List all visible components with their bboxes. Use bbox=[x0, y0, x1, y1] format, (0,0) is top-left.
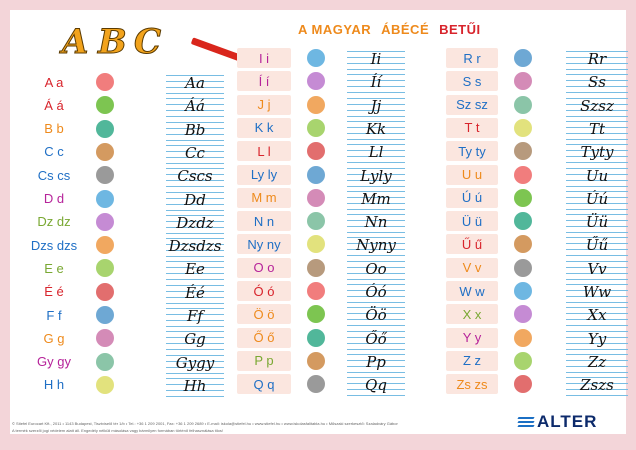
handwriting-lines bbox=[566, 351, 628, 373]
illustration-icon bbox=[514, 259, 532, 277]
brand-name: ALTER bbox=[537, 412, 598, 431]
printed-letter: K k bbox=[237, 118, 291, 138]
handwriting-lines bbox=[566, 211, 628, 233]
letter-row bbox=[237, 281, 405, 303]
footer-line-1: © Stiefel Eurocart Kft., 2011 • 1143 Budapest, Tisztviselő tér 1/b • Tel.: +36 1 209 2001, Fax: +36 1 209 2689 • E-mail: iskola@stiefel.hu • www.stiefel.hu • www.iskolasfalitabla.hu • Műszaki szerkesztő: Szaladváry Gábor bbox=[12, 421, 398, 426]
handwriting-lines bbox=[566, 165, 628, 187]
cursive-letter: Dzdz bbox=[176, 213, 214, 232]
letter-row bbox=[237, 48, 405, 70]
printed-letter: A a bbox=[44, 74, 64, 90]
printed-letter: Ny ny bbox=[237, 234, 291, 254]
handwriting-lines bbox=[566, 118, 628, 140]
illustration-icon bbox=[307, 235, 325, 253]
cursive-letter: Nyny bbox=[356, 236, 396, 255]
printed-letter: Dzs dzs bbox=[30, 237, 78, 253]
handwriting-lines bbox=[566, 141, 628, 163]
illustration-icon bbox=[96, 306, 114, 324]
printed-letter: J j bbox=[237, 95, 291, 115]
letter-row bbox=[28, 212, 224, 234]
illustration-icon bbox=[307, 212, 325, 230]
illustration-icon bbox=[514, 212, 532, 230]
cursive-letter: Szsz bbox=[580, 96, 614, 115]
handwriting-lines bbox=[566, 95, 628, 117]
printed-letter: Cs cs bbox=[37, 167, 71, 183]
title-part-3: BETŰI bbox=[439, 22, 481, 37]
cursive-letter: Oo bbox=[365, 259, 387, 278]
cursive-letter: Hh bbox=[183, 376, 207, 395]
cursive-letter: Mm bbox=[361, 189, 391, 208]
handwriting-lines bbox=[347, 234, 405, 256]
illustration-icon bbox=[514, 96, 532, 114]
handwriting-lines bbox=[347, 118, 405, 140]
letter-row bbox=[446, 165, 628, 187]
cursive-letter: Qq bbox=[365, 376, 387, 395]
handwriting-lines bbox=[166, 119, 224, 141]
handwriting-lines bbox=[566, 258, 628, 280]
handwriting-lines bbox=[347, 304, 405, 326]
illustration-icon bbox=[307, 72, 325, 90]
letter-row bbox=[28, 72, 224, 94]
illustration-icon bbox=[514, 166, 532, 184]
handwriting-lines bbox=[166, 142, 224, 164]
page-title bbox=[298, 22, 481, 42]
illustration-icon bbox=[307, 119, 325, 137]
logo-letter-b: B bbox=[98, 22, 127, 62]
letter-row bbox=[446, 304, 628, 326]
logo-letter-a: A bbox=[62, 22, 89, 62]
letter-row bbox=[237, 304, 405, 326]
illustration-icon bbox=[307, 96, 325, 114]
cursive-letter: Jj bbox=[370, 96, 382, 115]
cursive-letter: Tt bbox=[588, 119, 606, 138]
letter-row bbox=[446, 281, 628, 303]
illustration-icon bbox=[514, 142, 532, 160]
letter-row bbox=[28, 165, 224, 187]
handwriting-lines bbox=[166, 95, 224, 117]
handwriting-lines bbox=[347, 48, 405, 70]
handwriting-lines bbox=[347, 258, 405, 280]
cursive-letter: Íí bbox=[370, 73, 382, 92]
letter-row bbox=[28, 235, 224, 257]
illustration-icon bbox=[96, 190, 114, 208]
printed-letter: G g bbox=[43, 330, 65, 346]
handwriting-lines bbox=[166, 305, 224, 327]
printed-letter: Gy gy bbox=[37, 354, 71, 370]
illustration-icon bbox=[307, 142, 325, 160]
printed-letter: N n bbox=[237, 211, 291, 231]
handwriting-lines bbox=[347, 165, 405, 187]
printed-letter: O o bbox=[237, 258, 291, 278]
letter-row bbox=[446, 71, 628, 93]
handwriting-lines bbox=[166, 189, 224, 211]
cursive-letter: Zz bbox=[587, 352, 607, 371]
printed-letter: Ly ly bbox=[237, 165, 291, 185]
illustration-icon bbox=[514, 329, 532, 347]
cursive-letter: Ll bbox=[368, 143, 384, 162]
letter-row bbox=[446, 118, 628, 140]
printed-letter: P p bbox=[237, 351, 291, 371]
letter-row bbox=[446, 188, 628, 210]
letter-row bbox=[28, 189, 224, 211]
cursive-letter: Dd bbox=[184, 190, 206, 209]
printed-letter: Í í bbox=[237, 71, 291, 91]
letter-row bbox=[237, 211, 405, 233]
letter-row bbox=[28, 328, 224, 350]
printed-letter: Q q bbox=[237, 374, 291, 394]
illustration-icon bbox=[96, 259, 114, 277]
cursive-letter: Rr bbox=[587, 50, 607, 68]
letter-row bbox=[237, 351, 405, 373]
printed-letter: Z z bbox=[446, 351, 498, 371]
letter-row bbox=[446, 258, 628, 280]
illustration-icon bbox=[96, 96, 114, 114]
letter-row bbox=[446, 211, 628, 233]
letter-row bbox=[446, 234, 628, 256]
letter-row bbox=[28, 95, 224, 117]
letter-row bbox=[28, 258, 224, 280]
printed-letter: R r bbox=[446, 48, 498, 68]
printed-letter: Ú ú bbox=[446, 188, 498, 208]
illustration-icon bbox=[514, 119, 532, 137]
printed-letter: D d bbox=[43, 191, 65, 206]
letter-row bbox=[28, 305, 224, 327]
cursive-letter: Ww bbox=[582, 283, 612, 301]
handwriting-lines bbox=[566, 281, 628, 303]
cursive-letter: Cscs bbox=[177, 167, 213, 186]
cursive-letter: Cc bbox=[185, 143, 205, 162]
handwriting-lines bbox=[347, 351, 405, 373]
handwriting-lines bbox=[347, 281, 405, 303]
cursive-letter: Gg bbox=[184, 330, 206, 349]
handwriting-lines bbox=[166, 165, 224, 187]
logo-letter-c: C bbox=[134, 22, 162, 62]
printed-letter: B b bbox=[44, 121, 64, 137]
printed-letter: T t bbox=[446, 118, 498, 138]
handwriting-lines bbox=[566, 48, 628, 70]
printed-letter: É é bbox=[44, 284, 64, 300]
handwriting-lines bbox=[347, 71, 405, 93]
illustration-icon bbox=[96, 353, 114, 371]
printed-letter: I i bbox=[237, 48, 291, 68]
printed-letter: L l bbox=[237, 141, 291, 161]
handwriting-lines bbox=[166, 282, 224, 304]
illustration-icon bbox=[307, 189, 325, 207]
title-part-2: ÁBÉCÉ bbox=[381, 22, 430, 37]
printed-letter: Ty ty bbox=[446, 141, 498, 161]
cursive-letter: Dzsdzs bbox=[168, 237, 222, 256]
cursive-letter: Nn bbox=[364, 213, 388, 232]
cursive-letter: Xx bbox=[587, 306, 607, 325]
letter-row bbox=[446, 328, 628, 350]
brand-logo bbox=[518, 412, 597, 432]
letter-row bbox=[28, 142, 224, 164]
abc-logo bbox=[62, 22, 192, 62]
illustration-icon bbox=[307, 282, 325, 300]
illustration-icon bbox=[514, 189, 532, 207]
cursive-letter: Gygy bbox=[175, 353, 215, 372]
cursive-letter: Öö bbox=[365, 306, 387, 325]
handwriting-lines bbox=[347, 95, 405, 117]
illustration-icon bbox=[96, 213, 114, 231]
handwriting-lines bbox=[347, 374, 405, 396]
printed-letter: Dz dz bbox=[37, 214, 71, 230]
letter-row bbox=[446, 374, 628, 396]
letter-row bbox=[237, 118, 405, 140]
illustration-icon bbox=[96, 329, 114, 347]
handwriting-lines bbox=[347, 328, 405, 350]
printed-letter: Y y bbox=[446, 328, 498, 348]
printed-letter: Ő ő bbox=[237, 328, 291, 348]
printed-letter: Sz sz bbox=[446, 95, 498, 115]
letter-row bbox=[28, 282, 224, 304]
cursive-letter: Aa bbox=[185, 74, 205, 92]
illustration-icon bbox=[307, 166, 325, 184]
letter-row bbox=[237, 374, 405, 396]
illustration-icon bbox=[96, 376, 114, 394]
handwriting-lines bbox=[166, 352, 224, 374]
printed-letter: W w bbox=[446, 281, 498, 301]
illustration-icon bbox=[96, 283, 114, 301]
letter-row bbox=[28, 119, 224, 141]
illustration-icon bbox=[514, 72, 532, 90]
cursive-letter: Áá bbox=[185, 97, 205, 116]
letter-row bbox=[446, 351, 628, 373]
illustration-icon bbox=[514, 282, 532, 300]
handwriting-lines bbox=[166, 258, 224, 280]
alter-mark-icon bbox=[518, 415, 534, 429]
letter-row bbox=[237, 328, 405, 350]
cursive-letter: Úú bbox=[585, 189, 609, 208]
handwriting-lines bbox=[566, 71, 628, 93]
cursive-letter: Ii bbox=[370, 50, 382, 68]
cursive-letter: Uu bbox=[585, 166, 609, 185]
handwriting-lines bbox=[166, 72, 224, 94]
illustration-icon bbox=[514, 375, 532, 393]
cursive-letter: Éé bbox=[185, 283, 205, 302]
printed-letter: M m bbox=[237, 188, 291, 208]
handwriting-lines bbox=[566, 374, 628, 396]
letter-row bbox=[446, 95, 628, 117]
printed-letter: E e bbox=[44, 260, 64, 276]
illustration-icon bbox=[307, 259, 325, 277]
letter-row bbox=[28, 375, 224, 397]
cursive-letter: Bb bbox=[184, 120, 206, 139]
printed-letter: Á á bbox=[44, 97, 64, 113]
handwriting-lines bbox=[347, 141, 405, 163]
letter-row bbox=[28, 352, 224, 374]
handwriting-lines bbox=[166, 328, 224, 350]
printed-letter: Ü ü bbox=[446, 211, 498, 231]
printed-letter: S s bbox=[446, 71, 498, 91]
printed-letter: Ö ö bbox=[237, 304, 291, 324]
illustration-icon bbox=[514, 235, 532, 253]
cursive-letter: Üü bbox=[585, 213, 609, 232]
cursive-letter: Űű bbox=[585, 236, 609, 255]
letter-row bbox=[237, 165, 405, 187]
illustration-icon bbox=[514, 352, 532, 370]
illustration-icon bbox=[307, 329, 325, 347]
letter-row bbox=[237, 188, 405, 210]
printed-letter: C c bbox=[44, 144, 64, 160]
letter-row bbox=[446, 48, 628, 70]
handwriting-lines bbox=[166, 375, 224, 397]
printed-letter: H h bbox=[43, 377, 65, 393]
handwriting-lines bbox=[566, 304, 628, 326]
illustration-icon bbox=[514, 305, 532, 323]
illustration-icon bbox=[307, 375, 325, 393]
handwriting-lines bbox=[566, 234, 628, 256]
printed-letter: Ű ű bbox=[446, 234, 498, 254]
cursive-letter: Őő bbox=[365, 329, 387, 348]
cursive-letter: Ss bbox=[588, 73, 606, 92]
cursive-letter: Pp bbox=[366, 352, 386, 371]
letter-row bbox=[446, 141, 628, 163]
title-part-1: A MAGYAR bbox=[298, 22, 372, 37]
printed-letter: U u bbox=[446, 165, 498, 185]
illustration-icon bbox=[96, 120, 114, 138]
cursive-letter: Vv bbox=[587, 259, 607, 278]
printed-letter: V v bbox=[446, 258, 498, 278]
printed-letter: X x bbox=[446, 304, 498, 324]
cursive-letter: Tyty bbox=[580, 143, 614, 162]
footer-line-2: A termék szerzői jogi védelem alatt áll. Engedély nélküli másolása vagy bármilyen formában történő felhasználása tilos! bbox=[12, 428, 223, 433]
cursive-letter: Lyly bbox=[360, 166, 392, 185]
handwriting-lines bbox=[166, 235, 224, 257]
cursive-letter: Ff bbox=[187, 307, 203, 325]
letter-row bbox=[237, 141, 405, 163]
illustration-icon bbox=[307, 305, 325, 323]
illustration-icon bbox=[514, 49, 532, 67]
illustration-icon bbox=[307, 49, 325, 67]
handwriting-lines bbox=[166, 212, 224, 234]
cursive-letter: Óó bbox=[365, 283, 387, 301]
letter-row bbox=[237, 71, 405, 93]
handwriting-lines bbox=[347, 188, 405, 210]
letter-row bbox=[237, 234, 405, 256]
illustration-icon bbox=[96, 236, 114, 254]
cursive-letter: Kk bbox=[365, 119, 387, 138]
printed-letter: Ó ó bbox=[237, 281, 291, 301]
printed-letter: Zs zs bbox=[446, 374, 498, 394]
letter-row bbox=[237, 258, 405, 280]
illustration-icon bbox=[307, 352, 325, 370]
cursive-letter: Yy bbox=[587, 329, 607, 348]
cursive-letter: Zszs bbox=[580, 376, 614, 395]
letter-row bbox=[237, 95, 405, 117]
cursive-letter: Ee bbox=[185, 260, 205, 279]
handwriting-lines bbox=[566, 188, 628, 210]
illustration-icon bbox=[96, 166, 114, 184]
illustration-icon bbox=[96, 143, 114, 161]
illustration-icon bbox=[96, 73, 114, 91]
handwriting-lines bbox=[347, 211, 405, 233]
printed-letter: F f bbox=[46, 307, 62, 323]
handwriting-lines bbox=[566, 328, 628, 350]
